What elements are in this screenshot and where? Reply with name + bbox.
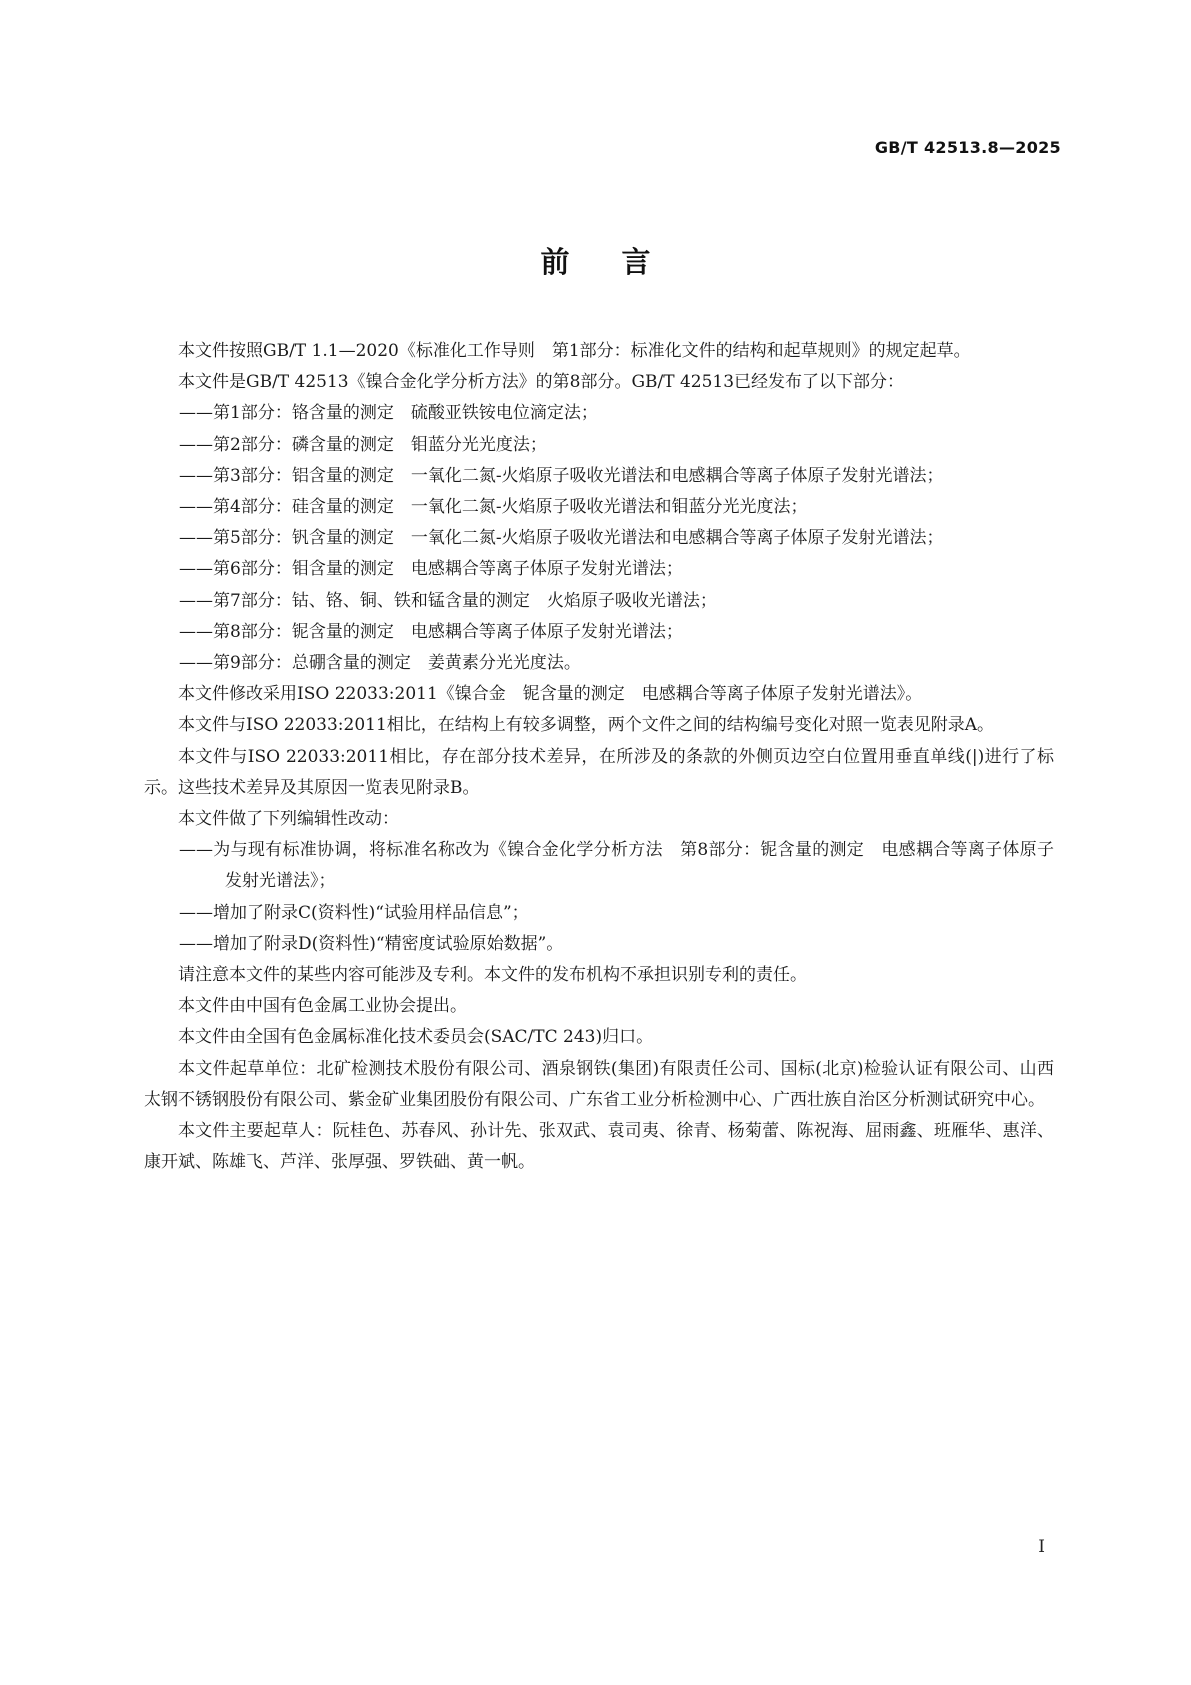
paragraph-iso-adoption: 本文件修改采用ISO 22033:2011《镍合金 铌含量的测定 电感耦合等离子体原子发射光谱法》。 (178, 684, 923, 705)
list-item-part: ——第1部分：铬含量的测定 硫酸亚铁铵电位滴定法； (179, 403, 598, 424)
list-item-part: ——第8部分：铌含量的测定 电感耦合等离子体原子发射光谱法； (179, 621, 683, 642)
standard-number: GB/T 42513.8—2025 (874, 138, 1061, 157)
paragraph-series-intro: 本文件是GB/T 42513《镍合金化学分析方法》的第8部分。GB/T 42513已经发布了以下部分： (178, 372, 905, 393)
paragraph-drafters: 本文件主要起草人：阮桂色、苏春风、孙计先、张双武、袁司夷、徐青、杨菊蕾、陈祝海、屈雨鑫、班雁华、惠洋、康开斌、陈雄飞、芦洋、张厚强、罗铁础、黄一帆。 (144, 1121, 1054, 1173)
list-item-part: ——第6部分：钼含量的测定 电感耦合等离子体原子发射光谱法； (179, 559, 683, 580)
paragraph-technical-committee: 本文件由全国有色金属标准化技术委员会(SAC/TC 243)归口。 (178, 1027, 654, 1048)
list-item-edit: ——增加了附录D(资料性)“精密度试验原始数据”。 (179, 933, 564, 954)
list-item-part: ——第5部分：钒含量的测定 一氧化二氮-火焰原子吸收光谱法和电感耦合等离子体原子发射光谱法； (179, 528, 944, 549)
paragraph-patent-notice: 请注意本文件的某些内容可能涉及专利。本文件的发布机构不承担识别专利的责任。 (178, 965, 807, 986)
foreword-body (144, 336, 1054, 1178)
paragraph-drafting-rules: 本文件按照GB/T 1.1—2020《标准化工作导则 第1部分：标准化文件的结构和起草规则》的规定起草。 (178, 341, 971, 361)
page-number: I (1038, 1537, 1045, 1557)
list-item-part: ——第9部分：总硼含量的测定 姜黄素分光光度法。 (179, 653, 581, 674)
list-item-edit: ——增加了附录C(资料性)“试验用样品信息”； (179, 902, 529, 923)
list-item-part: ——第2部分：磷含量的测定 钼蓝分光光度法； (179, 434, 547, 455)
paragraph-technical-differences: 本文件与ISO 22033:2011相比，存在部分技术差异，在所涉及的条款的外侧页边空白位置用垂直单线(|)进行了标示。这些技术差异及其原因一览表见附录B。 (144, 746, 1054, 798)
paragraph-proposer: 本文件由中国有色金属工业协会提出。 (178, 996, 467, 1017)
list-item-part: ——第3部分：铝含量的测定 一氧化二氮-火焰原子吸收光谱法和电感耦合等离子体原子发射光谱法； (179, 465, 944, 486)
page-title: 前言 (540, 245, 703, 279)
paragraph-editorial-intro: 本文件做了下列编辑性改动： (178, 809, 399, 830)
list-item-part: ——第4部分：硅含量的测定 一氧化二氮-火焰原子吸收光谱法和钼蓝分光光度法； (179, 497, 808, 518)
list-item-edit: ——为与现有标准协调，将标准名称改为《镍合金化学分析方法 第8部分：铌含量的测定 电感耦合等离子体原子发射光谱法》； (179, 840, 1054, 892)
paragraph-structure-changes: 本文件与ISO 22033:2011相比，在结构上有较多调整，两个文件之间的结构编号变化对照一览表见附录A。 (178, 715, 995, 736)
paragraph-drafting-organizations: 本文件起草单位：北矿检测技术股份有限公司、酒泉钢铁(集团)有限责任公司、国标(北京)检验认证有限公司、山西太钢不锈钢股份有限公司、紫金矿业集团股份有限公司、广东省工业分析检测中心、广西壮族自治区分析测试研究中心。 (144, 1058, 1054, 1110)
list-item-part: ——第7部分：钴、铬、铜、铁和锰含量的测定 火焰原子吸收光谱法； (179, 590, 717, 611)
